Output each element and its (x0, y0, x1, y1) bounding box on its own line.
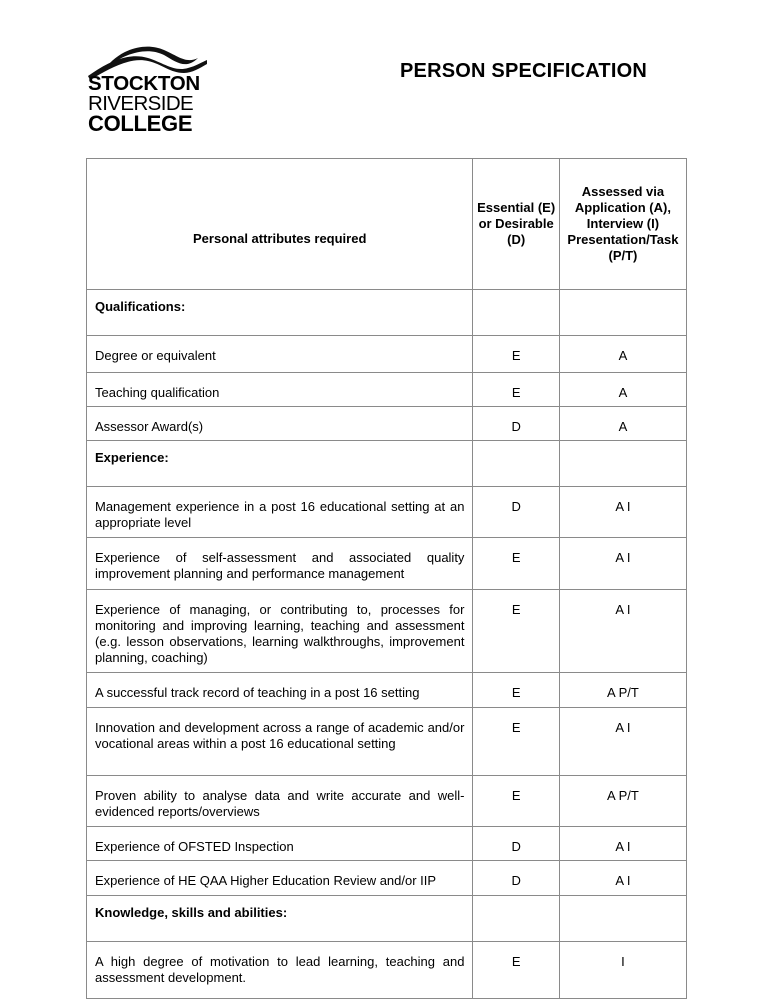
college-logo (86, 42, 210, 134)
assessed-cell (559, 373, 686, 407)
table-row (87, 827, 687, 861)
table-row (87, 590, 687, 673)
assessed-value: A I (615, 602, 631, 617)
attribute-cell (87, 487, 473, 538)
assessed-cell (559, 827, 686, 861)
attribute-cell (87, 861, 473, 896)
essential-value: E (511, 385, 521, 400)
essential-cell (473, 708, 559, 776)
essential-cell (473, 590, 559, 673)
section-empty-cell (473, 896, 559, 942)
assessed-value: A (618, 348, 628, 363)
table-row (87, 487, 687, 538)
assessed-cell (559, 708, 686, 776)
assessed-cell (559, 487, 686, 538)
table-row (87, 861, 687, 896)
logo-line-riverside: RIVERSIDE (88, 92, 194, 115)
assessed-value: I (621, 954, 625, 969)
attribute-text: Experience of OFSTED Inspection (95, 839, 294, 854)
attribute-cell (87, 942, 473, 999)
header-essential (473, 159, 559, 290)
header-essential-label: Essential (E) or Desirable (D) (477, 200, 556, 247)
table-row (87, 673, 687, 708)
assessed-cell (559, 942, 686, 999)
essential-value: D (511, 839, 521, 854)
attribute-text: Experience of self-assessment and associated quality improvement planning and performance management (95, 550, 465, 581)
essential-cell (473, 336, 559, 373)
section-empty-cell (473, 290, 559, 336)
assessed-cell (559, 407, 686, 441)
attribute-cell (87, 708, 473, 776)
essential-cell (473, 861, 559, 896)
attribute-cell (87, 827, 473, 861)
attribute-text: Teaching qualification (95, 385, 220, 400)
attribute-text: Degree or equivalent (95, 348, 216, 363)
attribute-text: Experience of HE QAA Higher Education Review and/or IIP (95, 873, 437, 888)
assessed-value: A I (615, 873, 631, 888)
section-title-text: Experience: (95, 450, 169, 465)
assessed-cell (559, 861, 686, 896)
table-row (87, 373, 687, 407)
section-empty-cell (473, 441, 559, 487)
essential-cell (473, 407, 559, 441)
header-assessed (559, 159, 686, 290)
assessed-value: A (618, 419, 628, 434)
assessed-cell (559, 776, 686, 827)
attribute-text: A successful track record of teaching in a post 16 setting (95, 685, 420, 700)
table-row (87, 776, 687, 827)
assessed-cell (559, 590, 686, 673)
attribute-cell (87, 407, 473, 441)
assessed-cell (559, 538, 686, 590)
section-title (87, 441, 473, 487)
section-row (87, 441, 687, 487)
assessed-value: A P/T (607, 788, 639, 803)
essential-value: E (511, 602, 521, 617)
section-empty-cell (559, 290, 686, 336)
assessed-value: A (618, 385, 628, 400)
essential-cell (473, 538, 559, 590)
attribute-text: Management experience in a post 16 educational setting at an appropriate level (95, 499, 465, 530)
logo-line-college: COLLEGE (88, 111, 193, 136)
essential-cell (473, 487, 559, 538)
table-header-row (87, 159, 687, 290)
header-attributes-label: Personal attributes required (193, 231, 367, 246)
section-title-text: Qualifications: (95, 299, 186, 314)
header-assessed-label: Assessed via Application (A), Interview (I) Presentation/Task (P/T) (567, 184, 679, 263)
essential-value: D (511, 499, 521, 514)
section-row (87, 896, 687, 942)
section-row (87, 290, 687, 336)
assessed-value: A I (615, 839, 631, 854)
essential-value: E (511, 550, 521, 565)
assessed-cell (559, 673, 686, 708)
attribute-cell (87, 336, 473, 373)
attribute-text: Experience of managing, or contributing to, processes for monitoring and improving learning, teaching and assessment (e.g. lesson observations, learning walkthroughs, improvement planning, coaching) (95, 602, 465, 665)
essential-cell (473, 942, 559, 999)
section-empty-cell (559, 441, 686, 487)
section-title (87, 290, 473, 336)
assessed-value: A I (615, 720, 631, 735)
essential-value: E (511, 348, 521, 363)
section-title-text: Knowledge, skills and abilities: (95, 905, 288, 920)
page-title: PERSON SPECIFICATION (400, 60, 647, 82)
section-empty-cell (559, 896, 686, 942)
attribute-text: Proven ability to analyse data and write accurate and well-evidenced reports/overviews (95, 788, 465, 819)
essential-value: E (511, 720, 521, 735)
essential-cell (473, 776, 559, 827)
section-title (87, 896, 473, 942)
table-row (87, 407, 687, 441)
header-attributes (87, 159, 473, 290)
essential-value: D (511, 419, 521, 434)
table-row (87, 708, 687, 776)
attribute-cell (87, 538, 473, 590)
logo-line-stockton: STOCKTON (88, 72, 200, 95)
table-row (87, 336, 687, 373)
attribute-text: Innovation and development across a range of academic and/or vocational areas within a post 16 educational setting (95, 720, 465, 751)
assessed-value: A I (615, 499, 631, 514)
essential-value: E (511, 954, 521, 969)
essential-value: E (511, 788, 521, 803)
assessed-value: A P/T (607, 685, 639, 700)
attribute-text: A high degree of motivation to lead learning, teaching and assessment development. (95, 954, 465, 985)
table-row (87, 942, 687, 999)
essential-cell (473, 827, 559, 861)
attribute-cell (87, 776, 473, 827)
attribute-text: Assessor Award(s) (95, 419, 204, 434)
assessed-cell (559, 336, 686, 373)
attribute-cell (87, 673, 473, 708)
essential-cell (473, 673, 559, 708)
essential-value: D (511, 873, 521, 888)
person-specification-table (86, 158, 687, 999)
table-row (87, 538, 687, 590)
attribute-cell (87, 373, 473, 407)
assessed-value: A I (615, 550, 631, 565)
essential-cell (473, 373, 559, 407)
attribute-cell (87, 590, 473, 673)
essential-value: E (511, 685, 521, 700)
